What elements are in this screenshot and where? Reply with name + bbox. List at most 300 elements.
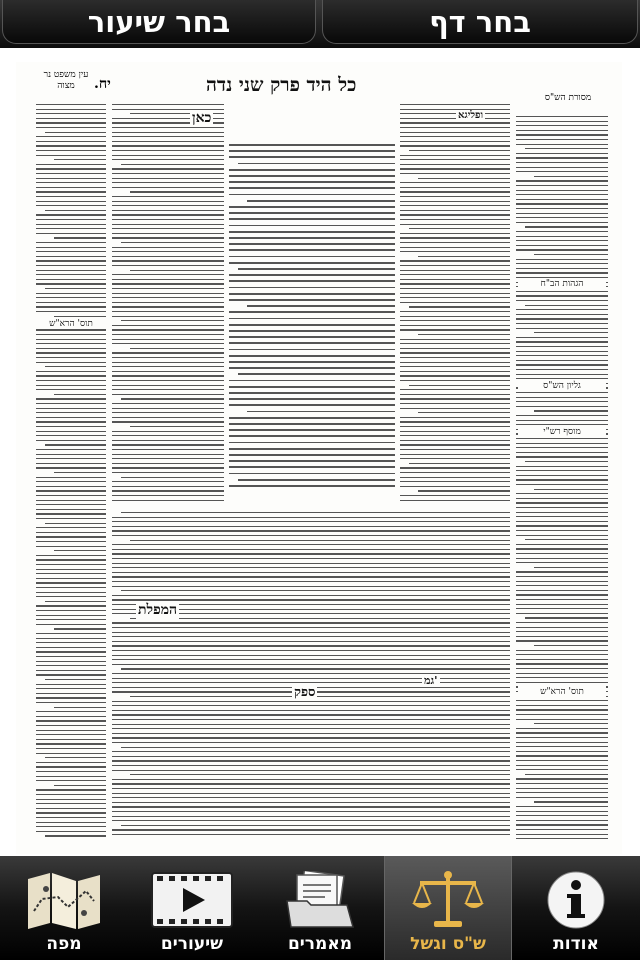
text-line: [121, 242, 224, 243]
text-line: [45, 523, 106, 524]
info-icon: [534, 870, 618, 930]
text-line: [112, 572, 510, 573]
text-line: [112, 214, 224, 215]
right-margin-column: [516, 114, 608, 844]
text-line: [229, 299, 395, 301]
text-line: [112, 650, 510, 651]
text-line: [112, 104, 224, 105]
text-line: [36, 518, 106, 519]
text-line: [516, 268, 608, 269]
text-line: [516, 153, 608, 154]
text-line: [36, 339, 106, 340]
text-line: [400, 444, 510, 445]
text-line: [516, 613, 608, 614]
text-line: [112, 329, 224, 330]
text-line: [516, 700, 608, 701]
text-line: [112, 394, 224, 395]
text-line: [36, 743, 106, 744]
scales-icon: [406, 870, 490, 930]
text-line: [516, 263, 608, 264]
text-line: [45, 444, 106, 445]
text-line: [516, 222, 608, 223]
text-line: [54, 159, 106, 160]
choose-page-button[interactable]: בחר דף: [322, 0, 638, 44]
text-line: [418, 412, 510, 413]
text-line: [229, 156, 395, 158]
text-line: [516, 364, 608, 365]
text-line: [516, 760, 608, 761]
text-line: [516, 502, 608, 503]
text-line: [112, 783, 510, 784]
text-line: [400, 329, 510, 330]
right-margin-heading: מסורת הש"ס: [544, 93, 592, 103]
text-line: [516, 636, 608, 637]
text-line: [516, 157, 608, 158]
text-line: [36, 559, 106, 560]
text-line: [534, 723, 608, 724]
text-line: [112, 233, 224, 234]
text-line: [229, 181, 395, 183]
rashi-opening-word: ופליגא: [458, 110, 484, 121]
text-line: [400, 201, 510, 202]
text-line: [36, 205, 106, 206]
text-line: [516, 719, 608, 720]
text-line: [229, 485, 395, 487]
text-line: [516, 705, 608, 706]
text-line: [36, 615, 106, 616]
text-line: [229, 330, 395, 332]
text-line: [112, 737, 510, 738]
text-line: [112, 641, 510, 642]
text-line: [36, 201, 106, 202]
text-line: [400, 311, 510, 312]
text-line: [229, 318, 395, 320]
text-line: [400, 316, 510, 317]
text-line: [36, 513, 106, 514]
text-line: [112, 385, 224, 386]
text-line: [516, 765, 608, 766]
text-line: [112, 325, 224, 326]
text-line: [516, 121, 608, 122]
text-line: [516, 240, 608, 241]
text-line: [112, 481, 224, 482]
talmud-page-view[interactable]: [0, 48, 640, 856]
text-line: [534, 645, 608, 646]
text-line: [400, 394, 510, 395]
text-line: [36, 380, 106, 381]
text-line: [36, 352, 106, 353]
text-line: [516, 516, 608, 517]
tab-lessons[interactable]: [128, 856, 256, 960]
text-line: [516, 544, 608, 545]
text-line: [112, 705, 510, 706]
page-header: [16, 66, 622, 106]
text-line: [36, 228, 106, 229]
text-line: [400, 380, 510, 381]
text-line: [516, 291, 608, 292]
text-line: [36, 435, 106, 436]
tab-map-label: מפה: [46, 934, 82, 954]
gemara-second-word: ספק: [294, 685, 316, 700]
text-line: [36, 693, 106, 694]
text-line: [400, 389, 510, 390]
text-line: [516, 208, 608, 209]
text-line: [36, 385, 106, 386]
text-line: [112, 145, 224, 146]
text-line: [229, 417, 395, 419]
text-line: [36, 408, 106, 409]
text-line: [112, 793, 510, 794]
text-line: [525, 461, 608, 462]
text-line: [516, 811, 608, 812]
text-line: [400, 247, 510, 248]
text-line: [36, 697, 106, 698]
tab-articles[interactable]: [256, 856, 384, 960]
text-line: [516, 259, 608, 260]
text-line: [247, 200, 395, 202]
text-line: [112, 182, 224, 183]
text-line: [516, 640, 608, 641]
text-line: [516, 548, 608, 549]
text-line: [54, 394, 106, 395]
text-line: [516, 834, 608, 835]
text-line: [121, 825, 510, 826]
text-line: [36, 582, 106, 583]
text-line: [400, 343, 510, 344]
text-line: [418, 178, 510, 179]
text-line: [112, 500, 224, 501]
text-line: [516, 797, 608, 798]
text-line: [516, 654, 608, 655]
tab-shas-label: ש"ס וגשל: [410, 934, 486, 954]
text-line: [238, 268, 395, 270]
text-line: [516, 668, 608, 669]
text-line: [516, 341, 608, 342]
text-line: [229, 243, 395, 245]
text-line: [229, 473, 395, 475]
text-line: [36, 191, 106, 192]
text-line: [36, 293, 106, 294]
text-line: [36, 578, 106, 579]
text-line: [112, 632, 510, 633]
text-line: [229, 280, 395, 282]
text-line: [36, 573, 106, 574]
text-line: [516, 374, 608, 375]
text-line: [112, 454, 224, 455]
text-line: [400, 205, 510, 206]
text-line: [400, 325, 510, 326]
text-line: [229, 460, 395, 462]
text-line: [229, 194, 395, 196]
text-line: [36, 302, 106, 303]
text-line: [112, 544, 510, 545]
text-line: [112, 627, 510, 628]
text-line: [112, 576, 510, 577]
text-line: [36, 624, 106, 625]
text-line: [229, 293, 395, 295]
text-line: [229, 423, 395, 425]
text-line: [400, 421, 510, 422]
left-margin-column: [36, 102, 106, 842]
text-line: [516, 351, 608, 352]
text-line: [400, 168, 510, 169]
text-line: [112, 293, 224, 294]
text-line: [229, 404, 395, 406]
text-line: [45, 288, 106, 289]
text-line: [36, 486, 106, 487]
text-line: [36, 242, 106, 243]
text-line: [400, 279, 510, 280]
text-line: [36, 817, 106, 818]
text-line: [516, 594, 608, 595]
text-line: [36, 509, 106, 510]
text-line: [112, 645, 510, 646]
text-line: [112, 595, 510, 596]
text-line: [130, 348, 224, 349]
text-line: [36, 306, 106, 307]
text-line: [36, 375, 106, 376]
text-line: [400, 403, 510, 404]
text-line: [112, 806, 510, 807]
text-line: [516, 507, 608, 508]
text-line: [36, 766, 106, 767]
tab-about[interactable]: [512, 856, 640, 960]
text-line: [112, 553, 510, 554]
text-line: [229, 218, 395, 220]
text-line: [121, 590, 510, 591]
text-line: [130, 618, 510, 619]
text-line: [516, 755, 608, 756]
text-line: [229, 324, 395, 326]
tab-shas[interactable]: [384, 856, 512, 960]
text-line: [516, 346, 608, 347]
text-line: [516, 420, 608, 421]
text-line: [516, 406, 608, 407]
text-line: [400, 237, 510, 238]
text-line: [45, 210, 106, 211]
text-line: [516, 571, 608, 572]
text-line: [36, 564, 106, 565]
text-line: [121, 512, 510, 513]
text-line: [516, 470, 608, 471]
text-line: [36, 398, 106, 399]
text-line: [36, 467, 106, 468]
text-line: [36, 104, 106, 105]
text-line: [36, 155, 106, 156]
text-line: [36, 196, 106, 197]
text-line: [516, 783, 608, 784]
text-line: [112, 283, 224, 284]
text-line: [36, 490, 106, 491]
text-line: [112, 343, 224, 344]
text-line: [516, 581, 608, 582]
text-line: [400, 191, 510, 192]
text-line: [36, 454, 106, 455]
text-line: [112, 127, 224, 128]
text-line: [516, 525, 608, 526]
text-line: [36, 182, 106, 183]
text-line: [54, 628, 106, 629]
text-line: [516, 139, 608, 140]
text-line: [36, 596, 106, 597]
text-line: [112, 788, 510, 789]
text-line: [516, 249, 608, 250]
text-line: [516, 369, 608, 370]
text-line: [238, 373, 395, 375]
section-label-tosfot-harosh-right: תוס' הרא"ש: [518, 686, 606, 697]
text-line: [36, 780, 106, 781]
text-line: [516, 401, 608, 402]
text-line: [400, 214, 510, 215]
text-line: [54, 316, 106, 317]
text-line: [400, 265, 510, 266]
text-line: [54, 237, 106, 238]
text-line: [112, 435, 224, 436]
text-line: [112, 563, 510, 564]
text-line: [36, 403, 106, 404]
text-line: [112, 265, 224, 266]
text-line: [112, 530, 510, 531]
text-line: [400, 293, 510, 294]
left-margin-heading: עין משפט נר מצוה: [43, 70, 89, 91]
text-line: [112, 472, 224, 473]
text-line: [229, 336, 395, 338]
text-line: [516, 622, 608, 623]
text-line: [36, 665, 106, 666]
choose-lesson-button[interactable]: בחר שיעור: [2, 0, 316, 44]
text-line: [400, 431, 510, 432]
text-line: [516, 778, 608, 779]
text-line: [36, 431, 106, 432]
text-line: [36, 260, 106, 261]
text-line: [409, 306, 510, 307]
text-line: [516, 300, 608, 301]
text-line: [525, 226, 608, 227]
text-line: [45, 679, 106, 680]
text-line: [400, 136, 510, 137]
text-line: [36, 541, 106, 542]
text-line: [516, 604, 608, 605]
text-line: [400, 288, 510, 289]
text-line: [516, 203, 608, 204]
text-line: [36, 670, 106, 671]
text-line: [36, 251, 106, 252]
text-line: [400, 283, 510, 284]
text-line: [229, 466, 395, 468]
section-label-hagahot: הגהות הב"ח: [518, 278, 606, 289]
text-line: [400, 132, 510, 133]
text-line: [229, 361, 395, 363]
text-line: [516, 673, 608, 674]
text-line: [36, 477, 106, 478]
text-line: [516, 318, 608, 319]
text-line: [400, 274, 510, 275]
text-line: [400, 362, 510, 363]
text-line: [112, 371, 224, 372]
text-line: [400, 260, 510, 261]
section-label-musaf-rashi: מוסף רש"י: [518, 426, 606, 437]
text-line: [36, 311, 106, 312]
text-line: [400, 477, 510, 478]
text-line: [229, 429, 395, 431]
text-line: [400, 440, 510, 441]
text-line: [36, 569, 106, 570]
text-line: [36, 730, 106, 731]
text-line: [516, 199, 608, 200]
text-line: [400, 458, 510, 459]
text-line: [516, 438, 608, 439]
text-line: [121, 747, 510, 748]
text-line: [36, 458, 106, 459]
text-line: [400, 164, 510, 165]
text-line: [36, 702, 106, 703]
text-line: [516, 479, 608, 480]
text-line: [112, 339, 224, 340]
text-line: [36, 343, 106, 344]
text-line: [112, 205, 224, 206]
text-line: [516, 456, 608, 457]
tab-map[interactable]: [0, 856, 128, 960]
text-line: [112, 159, 224, 160]
text-line: [36, 651, 106, 652]
text-line: [516, 185, 608, 186]
text-line: [112, 417, 224, 418]
text-line: [36, 812, 106, 813]
text-line: [516, 682, 608, 683]
text-line: [400, 320, 510, 321]
text-line: [229, 231, 395, 233]
text-line: [112, 586, 510, 587]
text-line: [516, 829, 608, 830]
text-line: [112, 247, 224, 248]
text-line: [36, 587, 106, 588]
text-line: [121, 398, 224, 399]
text-line: [112, 811, 510, 812]
text-line: [229, 435, 395, 437]
text-line: [112, 362, 224, 363]
text-line: [516, 272, 608, 273]
text-line: [516, 213, 608, 214]
text-line: [516, 709, 608, 710]
text-line: [36, 762, 106, 763]
text-line: [121, 668, 510, 669]
text-line: [36, 826, 106, 827]
text-line: [400, 159, 510, 160]
text-line: [36, 610, 106, 611]
text-line: [36, 776, 106, 777]
text-line: [36, 711, 106, 712]
text-line: [112, 710, 510, 711]
text-line: [112, 380, 224, 381]
text-line: [112, 228, 224, 229]
text-line: [36, 661, 106, 662]
text-line: [36, 136, 106, 137]
text-line: [516, 355, 608, 356]
text-line: [516, 512, 608, 513]
text-line: [247, 411, 395, 413]
text-line: [36, 656, 106, 657]
text-line: [36, 642, 106, 643]
text-line: [36, 822, 106, 823]
text-line: [516, 585, 608, 586]
text-line: [36, 638, 106, 639]
text-line: [516, 443, 608, 444]
text-line: [229, 380, 395, 382]
text-line: [516, 452, 608, 453]
text-line: [400, 297, 510, 298]
lower-commentary-block: [112, 510, 510, 840]
text-line: [112, 581, 510, 582]
